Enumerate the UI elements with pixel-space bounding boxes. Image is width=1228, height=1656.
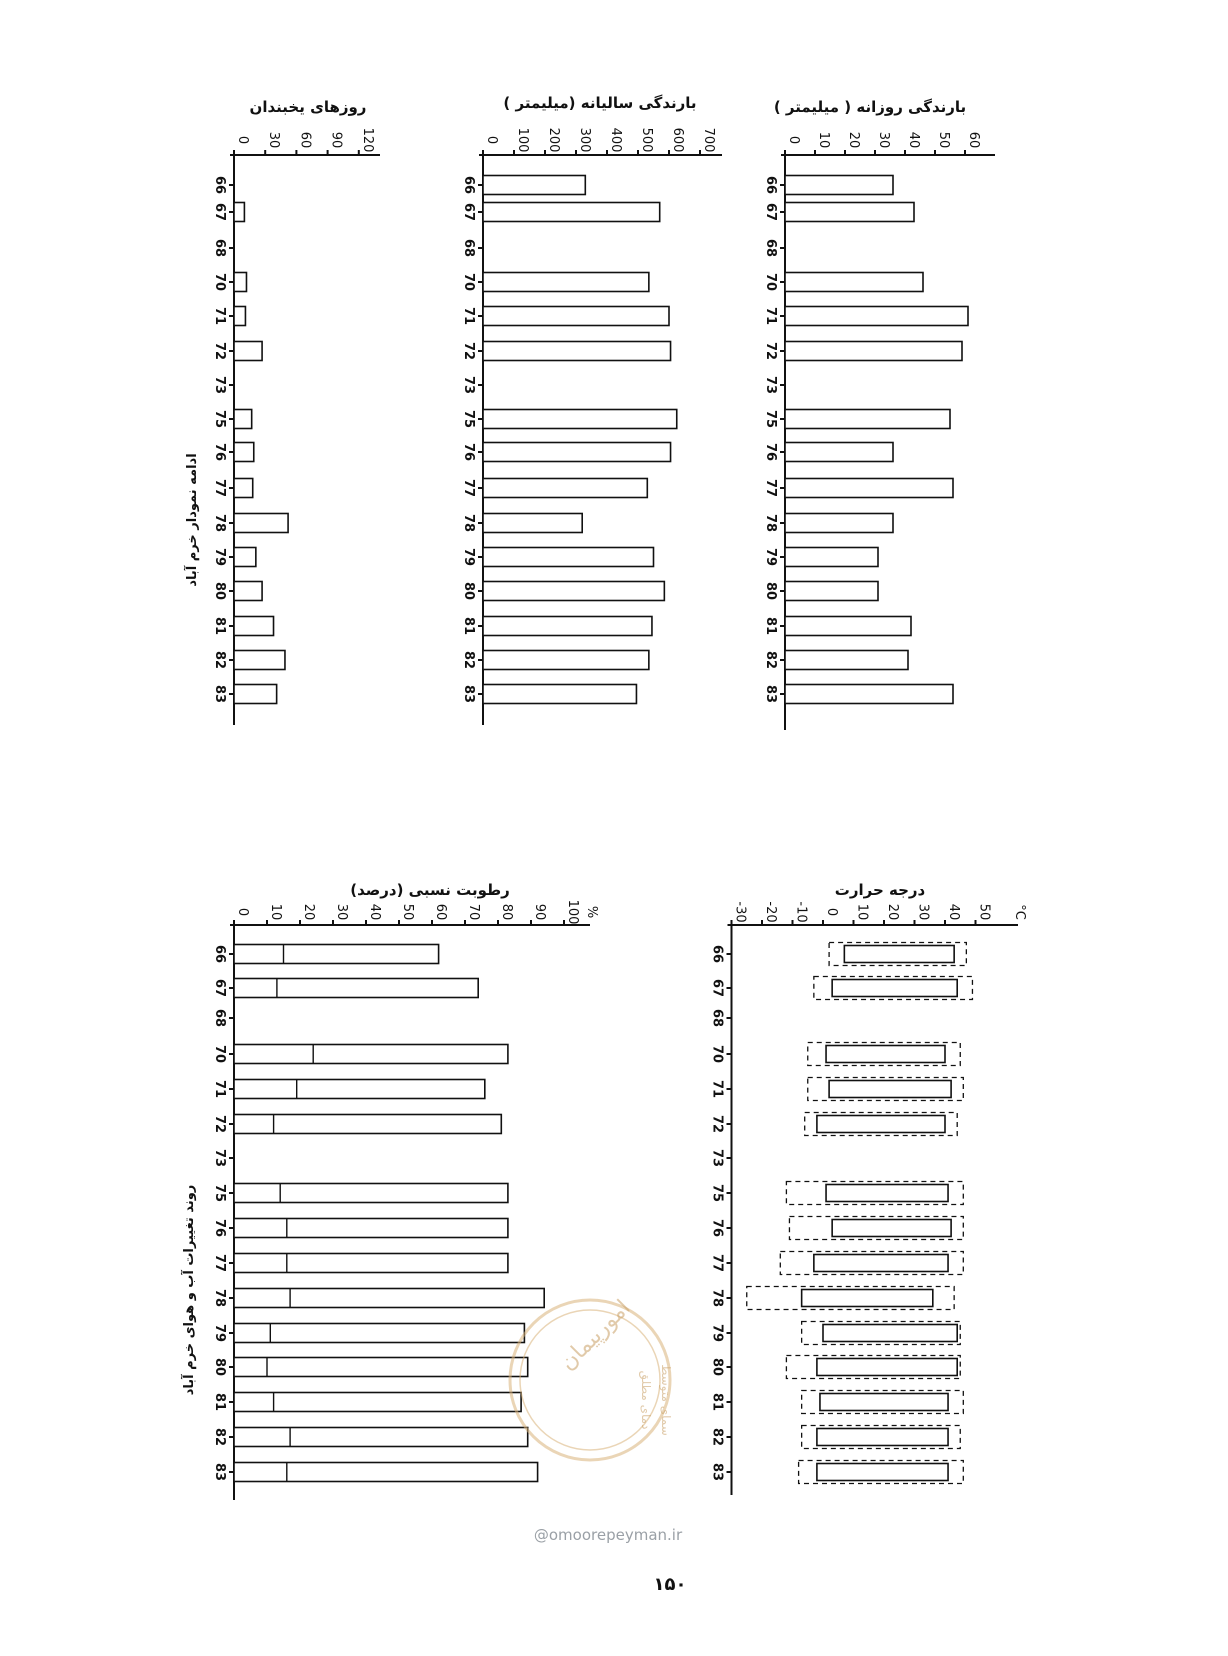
tick-label: 30 bbox=[876, 131, 891, 149]
tick-label: 0 bbox=[235, 907, 250, 917]
category-label: 73 bbox=[212, 375, 227, 395]
bar bbox=[785, 307, 968, 326]
tick-label: 20 bbox=[301, 903, 316, 921]
max-humidity-bar bbox=[234, 1289, 544, 1308]
category-label: 77 bbox=[763, 478, 778, 498]
watermark-brand: امورپیمان bbox=[555, 1295, 636, 1376]
category-label: 67 bbox=[212, 978, 227, 998]
category-label: 78 bbox=[212, 513, 227, 533]
mean-range-bar bbox=[817, 1464, 948, 1481]
tick-label: 600 bbox=[670, 127, 685, 153]
bar bbox=[483, 203, 660, 222]
category-label: 75 bbox=[461, 409, 476, 429]
category-label: 66 bbox=[709, 944, 725, 964]
bar bbox=[234, 617, 274, 636]
tick-label: -10 bbox=[793, 901, 809, 923]
category-label: 79 bbox=[212, 1323, 227, 1343]
bar bbox=[234, 651, 285, 670]
chart-title: رطوبت نسبی (درصد) bbox=[350, 881, 510, 899]
category-label: 81 bbox=[212, 616, 227, 636]
tick-label: 500 bbox=[639, 127, 654, 153]
category-label: 68 bbox=[212, 1008, 227, 1028]
category-label: 82 bbox=[212, 1427, 227, 1447]
category-label: 75 bbox=[212, 1183, 227, 1203]
category-label: 83 bbox=[461, 684, 476, 704]
annual-rain-chart bbox=[461, 94, 722, 725]
category-label: 78 bbox=[763, 513, 778, 533]
category-label: 66 bbox=[212, 175, 227, 195]
category-label: 71 bbox=[763, 306, 778, 326]
category-label: 67 bbox=[212, 202, 227, 222]
category-label: 73 bbox=[763, 375, 778, 395]
category-label: 68 bbox=[212, 238, 227, 258]
bar bbox=[483, 651, 649, 670]
category-label: 78 bbox=[461, 513, 476, 533]
bar bbox=[785, 582, 878, 601]
category-label: 79 bbox=[461, 547, 476, 567]
category-label: 76 bbox=[709, 1218, 725, 1238]
tick-label: 90 bbox=[328, 131, 344, 149]
max-humidity-bar bbox=[234, 1324, 524, 1343]
watermark-seal-line-2: دمای مطلق bbox=[639, 1370, 653, 1430]
tick-label: 30 bbox=[334, 903, 349, 921]
daily-rain-chart bbox=[763, 98, 995, 730]
bar bbox=[785, 514, 893, 533]
watermark-seal bbox=[510, 1295, 673, 1460]
tick-label: 20 bbox=[885, 903, 900, 921]
top-caption: ادامه نمودار خرم آباد bbox=[185, 453, 200, 587]
category-label: 77 bbox=[212, 478, 227, 498]
bar bbox=[234, 685, 277, 704]
bar bbox=[234, 203, 244, 222]
max-humidity-bar bbox=[234, 1393, 521, 1412]
bar bbox=[785, 342, 962, 361]
tick-label: 0 bbox=[824, 907, 839, 917]
category-label: 83 bbox=[212, 684, 227, 704]
bar bbox=[483, 617, 652, 636]
category-label: 80 bbox=[212, 1357, 227, 1377]
category-label: 72 bbox=[461, 341, 476, 361]
tick-label: 50 bbox=[400, 903, 415, 921]
frost-days-chart bbox=[212, 98, 380, 725]
category-label: 72 bbox=[212, 341, 227, 361]
category-label: 75 bbox=[763, 409, 778, 429]
bar bbox=[785, 617, 911, 636]
category-label: 76 bbox=[212, 442, 227, 462]
tick-label: -30 bbox=[732, 901, 748, 923]
mean-range-bar bbox=[826, 1046, 945, 1063]
category-label: 83 bbox=[763, 684, 778, 704]
bar bbox=[483, 479, 647, 498]
category-label: 70 bbox=[461, 272, 476, 292]
tick-label: 120 bbox=[359, 127, 375, 153]
mean-range-bar bbox=[802, 1290, 933, 1307]
bar bbox=[785, 685, 953, 704]
mean-range-bar bbox=[814, 1255, 948, 1272]
max-humidity-bar bbox=[234, 1184, 508, 1203]
bar bbox=[483, 443, 671, 462]
tick-label: 40 bbox=[367, 903, 382, 921]
max-humidity-bar bbox=[234, 1254, 508, 1273]
category-label: 83 bbox=[212, 1462, 227, 1482]
bar bbox=[483, 548, 654, 567]
mean-range-bar bbox=[844, 946, 954, 963]
tick-label: 10 bbox=[854, 903, 870, 921]
category-label: 71 bbox=[212, 306, 227, 326]
category-label: 79 bbox=[212, 547, 227, 567]
mean-range-bar bbox=[829, 1081, 951, 1098]
tick-label: -20 bbox=[763, 901, 778, 923]
category-label: 82 bbox=[763, 650, 778, 670]
category-label: 76 bbox=[461, 442, 476, 462]
tick-label: 10 bbox=[816, 131, 831, 149]
tick-label: 0 bbox=[235, 135, 250, 145]
temperature-chart bbox=[710, 881, 1028, 1495]
category-label: 80 bbox=[212, 581, 227, 601]
tick-label: 20 bbox=[846, 131, 861, 149]
category-label: 81 bbox=[212, 1392, 227, 1412]
category-label: 73 bbox=[212, 1148, 227, 1168]
tick-label: 90 bbox=[532, 903, 547, 921]
category-label: 72 bbox=[763, 341, 778, 361]
bar bbox=[483, 342, 671, 361]
chart-title: بارندگی سالیانه (میلیمتر ) bbox=[503, 94, 697, 112]
max-humidity-bar bbox=[234, 1219, 508, 1238]
tick-label: 60 bbox=[297, 131, 313, 149]
category-label: 68 bbox=[763, 238, 778, 258]
category-label: 71 bbox=[709, 1079, 725, 1099]
bar bbox=[483, 273, 649, 292]
max-humidity-bar bbox=[234, 1428, 528, 1447]
category-label: 82 bbox=[461, 650, 476, 670]
category-label: 78 bbox=[709, 1288, 725, 1308]
max-humidity-bar bbox=[234, 1045, 508, 1064]
bar bbox=[234, 342, 262, 361]
category-label: 70 bbox=[763, 272, 778, 292]
max-humidity-bar bbox=[234, 1358, 528, 1377]
bar bbox=[785, 548, 878, 567]
unit-label: % bbox=[584, 905, 599, 919]
bar bbox=[785, 410, 950, 429]
category-label: 67 bbox=[461, 202, 476, 222]
tick-label: 100 bbox=[515, 127, 530, 153]
tick-label: 200 bbox=[546, 127, 561, 153]
category-label: 72 bbox=[212, 1114, 227, 1134]
category-label: 68 bbox=[461, 238, 476, 258]
bar bbox=[234, 479, 253, 498]
category-label: 83 bbox=[709, 1462, 725, 1482]
footer-url: @omoorepeyman.ir bbox=[533, 1526, 683, 1544]
category-label: 75 bbox=[212, 409, 227, 429]
tick-label: 30 bbox=[266, 131, 282, 149]
bar bbox=[483, 176, 585, 195]
category-label: 73 bbox=[709, 1148, 725, 1168]
category-label: 76 bbox=[763, 442, 778, 462]
tick-label: 60 bbox=[433, 903, 448, 921]
max-humidity-bar bbox=[234, 945, 439, 964]
tick-label: 30 bbox=[915, 903, 931, 921]
bar bbox=[234, 273, 246, 292]
bar bbox=[785, 203, 914, 222]
category-label: 80 bbox=[709, 1357, 725, 1377]
category-label: 80 bbox=[461, 581, 476, 601]
bottom-caption: روند تغییرات آب و هوای خرم آباد bbox=[182, 1184, 197, 1396]
category-label: 68 bbox=[709, 1008, 725, 1028]
bar bbox=[234, 514, 288, 533]
bar bbox=[234, 443, 254, 462]
chart-title: بارندگی روزانه ( میلیمتر ) bbox=[773, 98, 967, 116]
bar bbox=[483, 685, 636, 704]
bar bbox=[785, 651, 908, 670]
chart-title: درجه حرارت bbox=[834, 881, 926, 899]
mean-range-bar bbox=[832, 1220, 951, 1237]
category-label: 72 bbox=[709, 1114, 725, 1134]
tick-label: 700 bbox=[701, 127, 716, 153]
tick-label: 60 bbox=[966, 131, 981, 149]
tick-label: 0 bbox=[484, 135, 499, 145]
tick-label: 100 bbox=[565, 899, 580, 925]
category-label: 80 bbox=[763, 581, 778, 601]
tick-label: 80 bbox=[499, 903, 514, 921]
category-label: 77 bbox=[461, 478, 476, 498]
tick-label: 0 bbox=[786, 135, 801, 145]
mean-range-bar bbox=[817, 1116, 945, 1133]
category-label: 82 bbox=[212, 650, 227, 670]
humidity-chart bbox=[212, 881, 599, 1500]
max-humidity-bar bbox=[234, 979, 478, 998]
tick-label: 50 bbox=[936, 131, 951, 149]
chart-title: روزهای یخبندان bbox=[249, 98, 367, 116]
bar bbox=[483, 514, 582, 533]
category-label: 75 bbox=[709, 1183, 725, 1203]
category-label: 71 bbox=[212, 1079, 227, 1099]
bar bbox=[785, 273, 923, 292]
bar bbox=[785, 443, 893, 462]
category-label: 81 bbox=[461, 616, 476, 636]
bar bbox=[785, 479, 953, 498]
mean-range-bar bbox=[826, 1185, 948, 1202]
bar bbox=[785, 176, 893, 195]
mean-range-bar bbox=[817, 1359, 957, 1376]
category-label: 70 bbox=[212, 1044, 227, 1064]
bar bbox=[483, 582, 664, 601]
category-label: 71 bbox=[461, 306, 476, 326]
bar bbox=[234, 548, 256, 567]
unit-label: °C bbox=[1012, 904, 1027, 920]
tick-label: 40 bbox=[946, 903, 961, 921]
category-label: 76 bbox=[212, 1218, 227, 1238]
category-label: 67 bbox=[709, 978, 725, 998]
bar bbox=[234, 582, 262, 601]
category-label: 77 bbox=[709, 1253, 725, 1273]
category-label: 81 bbox=[709, 1392, 725, 1412]
category-label: 66 bbox=[212, 944, 227, 964]
tick-label: 10 bbox=[268, 903, 283, 921]
tick-label: 300 bbox=[577, 127, 592, 153]
mean-range-bar bbox=[820, 1394, 948, 1411]
category-label: 77 bbox=[212, 1253, 227, 1273]
category-label: 67 bbox=[763, 202, 778, 222]
category-label: 78 bbox=[212, 1288, 227, 1308]
bar bbox=[483, 410, 677, 429]
category-label: 66 bbox=[461, 175, 476, 195]
category-label: 79 bbox=[763, 547, 778, 567]
category-label: 79 bbox=[709, 1323, 725, 1343]
watermark-seal-line-1: سمای متوسط bbox=[659, 1364, 673, 1436]
mean-range-bar bbox=[823, 1325, 957, 1342]
category-label: 73 bbox=[461, 375, 476, 395]
category-label: 81 bbox=[763, 616, 778, 636]
category-label: 70 bbox=[709, 1044, 725, 1064]
tick-label: 70 bbox=[466, 903, 481, 921]
tick-label: 400 bbox=[608, 127, 623, 153]
mean-range-bar bbox=[832, 980, 957, 997]
tick-label: 40 bbox=[906, 131, 921, 149]
max-humidity-bar bbox=[234, 1080, 485, 1099]
tick-label: 50 bbox=[976, 903, 992, 921]
max-humidity-bar bbox=[234, 1463, 538, 1482]
category-label: 70 bbox=[212, 272, 227, 292]
bar bbox=[234, 307, 245, 326]
category-label: 82 bbox=[709, 1427, 725, 1447]
bar bbox=[483, 307, 669, 326]
bar bbox=[234, 410, 252, 429]
page-number: ۱۵۰ bbox=[653, 1574, 687, 1595]
mean-range-bar bbox=[817, 1429, 948, 1446]
category-label: 66 bbox=[763, 175, 778, 195]
